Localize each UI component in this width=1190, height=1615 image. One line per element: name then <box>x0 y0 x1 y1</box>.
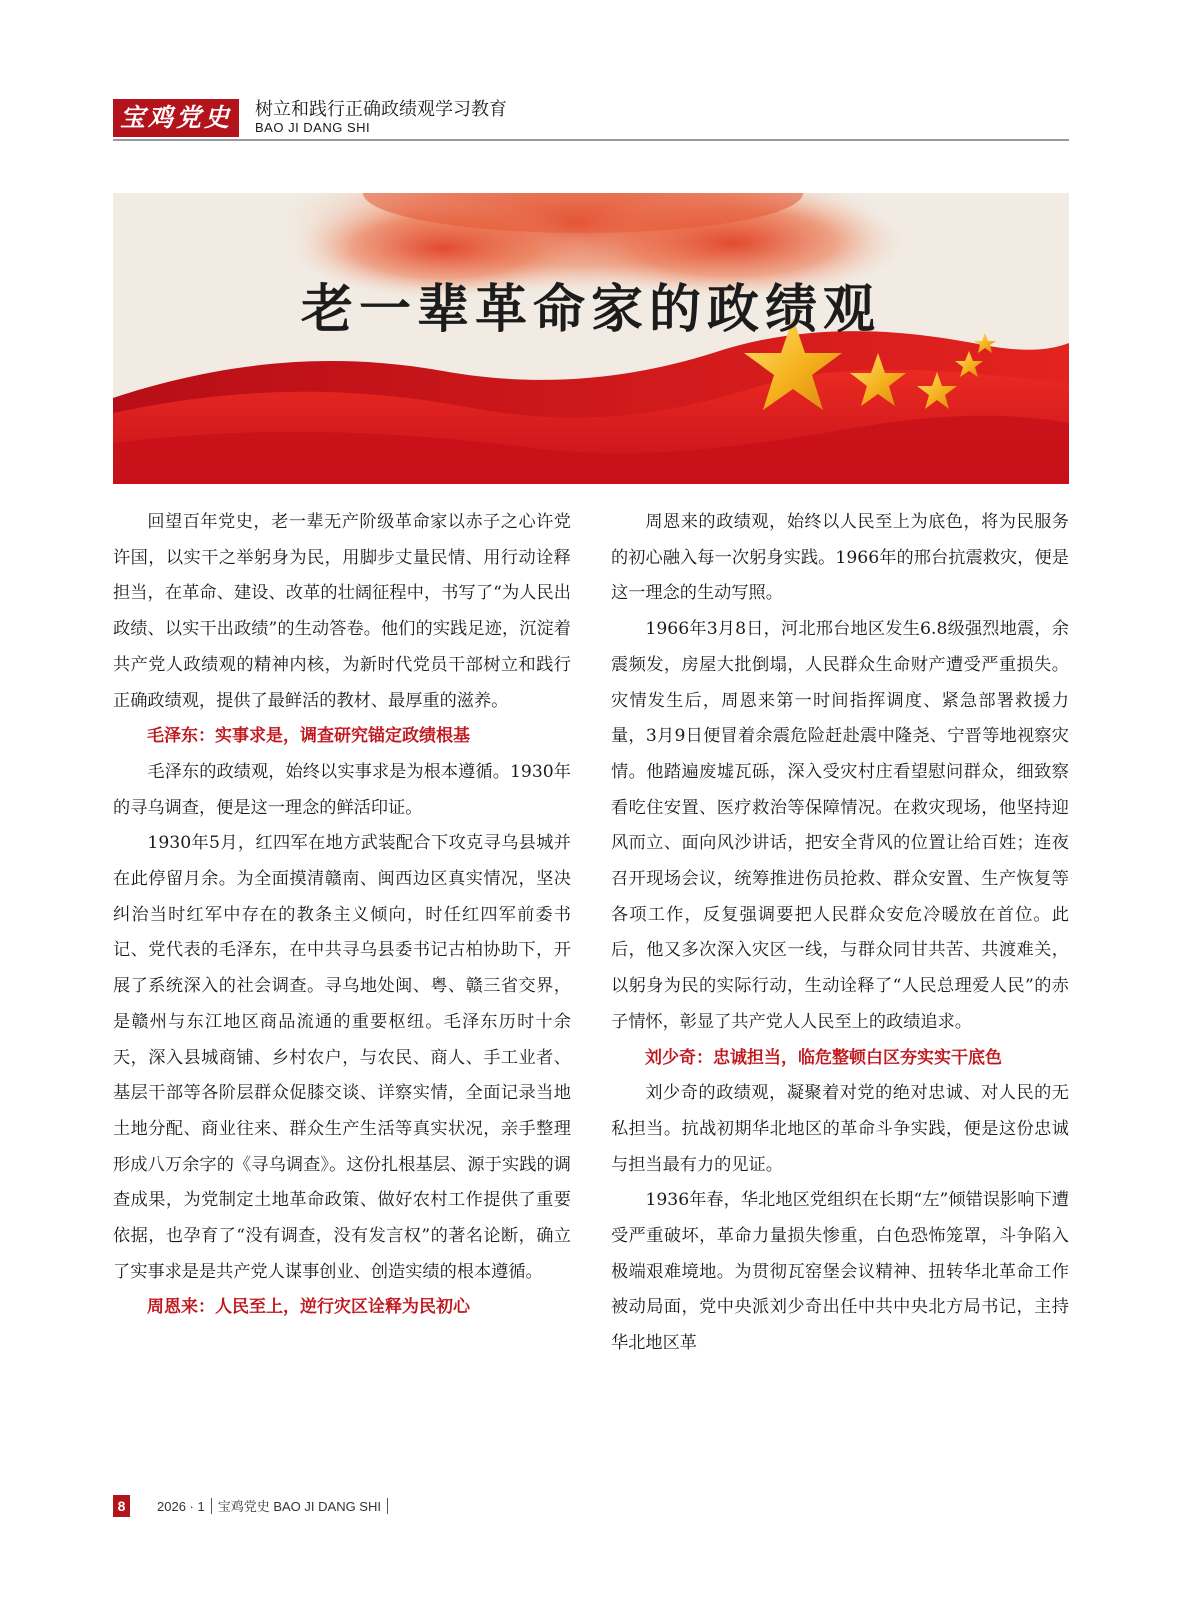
paragraph: 毛泽东的政绩观，始终以实事求是为根本遵循。1930年的寻乌调查，便是这一理念的鲜活印证。 <box>113 761 571 818</box>
column-subtitle: BAO JI DANG SHI <box>255 120 371 135</box>
paragraph: 1930年5月，红四军在地方武装配合下攻克寻乌县城并在此停留月余。为全面摸清赣南、闽西边区真实情况，坚决纠治当时红军中存在的教条主义倾向，时任红四军前委书记、党代表的毛泽东，在中共寻乌县委书记古柏协助下，开展了系统深入的社会调查。寻乌地处闽、粤、赣三省交界，是赣州与东江地区商品流通的重要枢纽。毛泽东历时十余天，深入县城商铺、乡村农户，与农民、商人、手工业者、基层干部等各阶层群众促膝交谈、详察实情，全面记录当地土地分配、商业往来、群众生产生活等真实状况，亲手整理形成八万余字的《寻乌调查》。这份扎根基层、源于实践的调查成果，为党制定土地革命政策、做好农村工作提供了重要依据，也孕育了“没有调查，没有发言权”的著名论断，确立了实事求是是共产党人谋事创业、创造实绩的根本遵循。 <box>113 833 571 1282</box>
paragraph: 回望百年党史，老一辈无产阶级革命家以赤子之心许党许国，以实干之举躬身为民，用脚步丈量民情、用行动诠释担当，在革命、建设、改革的壮阔征程中，书写了“为人民出政绩、以实干出政绩”的生动答卷。他们的实践足迹，沉淀着共产党人政绩观的精神内核，为新时代党员干部树立和践行正确政绩观，提供了最鲜活的教材、最厚重的滋养。 <box>113 512 571 711</box>
article-column-left <box>113 505 571 1326</box>
article-column-right <box>611 505 1069 1362</box>
issue-number: 2026 · 1 <box>157 1499 205 1514</box>
column-title: 树立和践行正确政绩观学习教育 <box>255 99 507 120</box>
paragraph: 周恩来的政绩观，始终以人民至上为底色，将为民服务的初心融入每一次躬身实践。1966年的邢台抗震救灾，便是这一理念的生动写照。 <box>611 512 1069 604</box>
footer-divider <box>211 1498 212 1514</box>
page-number: 8 <box>113 1495 130 1517</box>
section-heading: 刘少奇：忠诚担当，临危整顿白区夯实实干底色 <box>645 1047 1002 1068</box>
article-banner <box>113 193 1069 484</box>
paragraph: 刘少奇的政绩观，凝聚着对党的绝对忠诚、对人民的无私担当。抗战初期华北地区的革命斗争实践，便是这份忠诚与担当最有力的见证。 <box>611 1083 1069 1175</box>
paragraph: 1936年春，华北地区党组织在长期“左”倾错误影响下遭受严重破坏，革命力量损失惨重，白色恐怖笼罩，斗争陷入极端艰难境地。为贯彻瓦窑堡会议精神、扭转华北革命工作被动局面，党中央派刘少奇出任中共中央北方局书记，主持华北地区革 <box>611 1190 1069 1354</box>
magazine-name-en: BAO JI DANG SHI <box>273 1499 381 1514</box>
paragraph: 1966年3月8日，河北邢台地区发生6.8级强烈地震，余震频发，房屋大批倒塌，人民群众生命财产遭受严重损失。灾情发生后，周恩来第一时间指挥调度、紧急部署救援力量，3月9日便冒着余震危险赶赴震中隆尧、宁晋等地视察灾情。他踏遍废墟瓦砾，深入受灾村庄看望慰问群众，细致察看吃住安置、医疗救治等保障情况。在救灾现场，他坚持迎风而立、面向风沙讲话，把安全背风的位置让给百姓；连夜召开现场会议，统筹推进伤员抢救、群众安置、生产恢复等各项工作，反复强调要把人民群众安危冷暖放在首位。此后，他又多次深入灾区一线，与群众同甘共苦、共渡难关，以躬身为民的实际行动，生动诠释了“人民总理爱人民”的赤子情怀，彰显了共产党人人民至上的政绩追求。 <box>611 619 1069 1032</box>
footer-info <box>157 1498 394 1515</box>
footer-divider <box>387 1498 388 1514</box>
magazine-logo: 宝鸡党史 <box>113 99 239 137</box>
section-heading: 周恩来：人民至上，逆行灾区诠释为民初心 <box>147 1297 470 1318</box>
header-divider <box>113 139 1069 141</box>
section-heading: 毛泽东：实事求是，调查研究锚定政绩根基 <box>147 726 470 747</box>
magazine-name: 宝鸡党史 <box>217 1499 270 1514</box>
article-title: 老一辈革命家的政绩观 <box>300 280 881 340</box>
page-footer <box>113 1495 513 1519</box>
page-header <box>113 97 1069 139</box>
